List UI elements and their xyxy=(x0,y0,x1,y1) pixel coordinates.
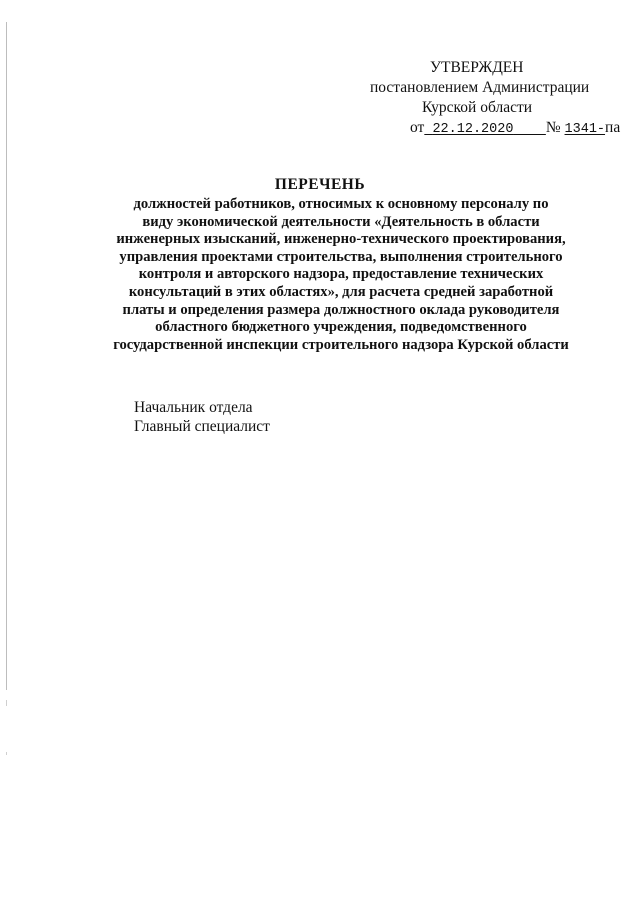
description-line: платы и определения размера должностного оклада руководителя xyxy=(122,301,560,318)
description-line: государственной инспекции строительного надзора Курской области xyxy=(113,336,569,353)
approval-authority: постановлением Администрации xyxy=(370,79,590,96)
description-line: виду экономической деятельности «Деятельность в области xyxy=(142,213,540,230)
approval-status: УТВЕРЖДЕН xyxy=(430,59,524,76)
description-line: консультаций в этих областях», для расчета средней заработной xyxy=(128,283,554,300)
number-suffix: па xyxy=(605,119,621,136)
scan-speck xyxy=(6,752,7,755)
description-line: должностей работников, относимых к основному персоналу по xyxy=(133,196,549,212)
approval-date-number xyxy=(360,118,621,140)
approval-date: 22.12.2020 xyxy=(432,122,514,137)
scan-edge-line xyxy=(6,22,7,690)
positions-list xyxy=(134,398,270,436)
date-prefix: от xyxy=(410,119,425,136)
description-line: инженерных изысканий, инженерно-технического проектирования, xyxy=(116,231,566,248)
approval-stamp-block xyxy=(360,58,621,140)
description-line: контроля и авторского надзора, предоставление технических xyxy=(138,266,544,283)
position-item: Главный специалист xyxy=(134,418,270,435)
scan-speck xyxy=(6,700,7,706)
description-line: управления проектами строительства, выполнения строительного xyxy=(119,248,563,265)
approval-number: 1341- xyxy=(564,122,606,137)
document-description xyxy=(96,196,586,354)
description-line: областного бюджетного учреждения, подведомственного xyxy=(155,319,527,336)
number-prefix: № xyxy=(545,119,561,136)
document-title: ПЕРЕЧЕНЬ xyxy=(274,176,366,193)
approval-region: Курской области xyxy=(422,99,533,116)
position-item: Начальник отдела xyxy=(134,399,253,416)
